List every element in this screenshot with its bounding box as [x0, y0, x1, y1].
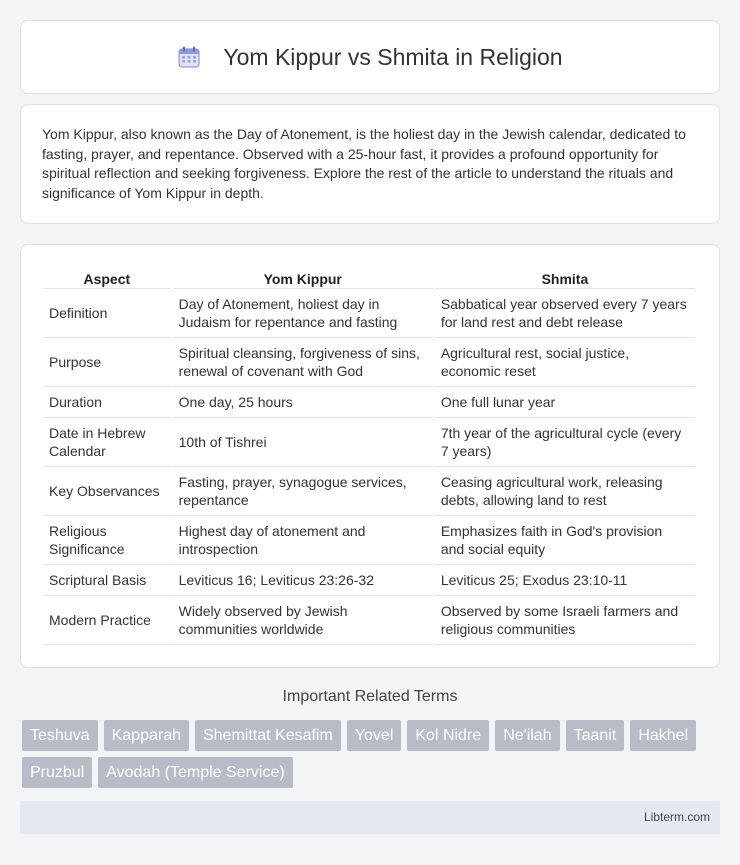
shmita-cell: Agricultural rest, social justice, economic reset [435, 338, 695, 387]
term-tag[interactable]: Hakhel [630, 720, 696, 751]
term-tag[interactable]: Pruzbul [22, 757, 92, 788]
comparison-table-card [20, 244, 720, 668]
comparison-table [41, 267, 697, 645]
yom-kippur-cell: Highest day of atonement and introspection [173, 516, 433, 565]
term-tag[interactable]: Teshuva [22, 720, 98, 751]
header-shmita: Shmita [435, 267, 695, 289]
table-header-row [43, 267, 695, 289]
yom-kippur-cell: One day, 25 hours [173, 387, 433, 418]
header-aspect: Aspect [43, 267, 171, 289]
intro-card [20, 104, 720, 224]
aspect-cell: Definition [43, 289, 171, 338]
term-tag[interactable]: Kol Nidre [407, 720, 489, 751]
term-tag[interactable]: Kapparah [104, 720, 189, 751]
yom-kippur-cell: Spiritual cleansing, forgiveness of sins, renewal of covenant with God [173, 338, 433, 387]
footer [20, 801, 720, 834]
shmita-cell: Ceasing agricultural work, releasing debts, allowing land to rest [435, 467, 695, 516]
term-tag[interactable]: Yovel [347, 720, 402, 751]
table-row [43, 596, 695, 645]
aspect-cell: Date in Hebrew Calendar [43, 418, 171, 467]
aspect-cell: Duration [43, 387, 171, 418]
table-row [43, 289, 695, 338]
table-row [43, 565, 695, 596]
table-row [43, 516, 695, 565]
table-row [43, 418, 695, 467]
yom-kippur-cell: Day of Atonement, holiest day in Judaism for repentance and fasting [173, 289, 433, 338]
yom-kippur-cell: Widely observed by Jewish communities worldwide [173, 596, 433, 645]
aspect-cell: Key Observances [43, 467, 171, 516]
header-card [20, 20, 720, 94]
term-tag[interactable]: Shemittat Kesafim [195, 720, 341, 751]
shmita-cell: Observed by some Israeli farmers and religious communities [435, 596, 695, 645]
table-row [43, 387, 695, 418]
yom-kippur-cell: Leviticus 16; Leviticus 23:26-32 [173, 565, 433, 596]
calendar-icon [177, 45, 201, 69]
table-row [43, 338, 695, 387]
aspect-cell: Purpose [43, 338, 171, 387]
aspect-cell: Scriptural Basis [43, 565, 171, 596]
term-tag[interactable]: Avodah (Temple Service) [98, 757, 292, 788]
aspect-cell: Modern Practice [43, 596, 171, 645]
table-row [43, 467, 695, 516]
page-title: Yom Kippur vs Shmita in Religion [223, 43, 563, 70]
header-yom-kippur: Yom Kippur [173, 267, 433, 289]
shmita-cell: One full lunar year [435, 387, 695, 418]
aspect-cell: Religious Significance [43, 516, 171, 565]
related-terms-list [22, 720, 722, 788]
yom-kippur-cell: Fasting, prayer, synagogue services, repentance [173, 467, 433, 516]
shmita-cell: 7th year of the agricultural cycle (every 7 years) [435, 418, 695, 467]
yom-kippur-cell: 10th of Tishrei [173, 418, 433, 467]
related-terms-title: Important Related Terms [282, 688, 458, 705]
intro-text: Yom Kippur, also known as the Day of Atonement, is the holiest day in the Jewish calendar, dedicated to fasting, prayer, and repentance. Observed with a 25-hour fast, it provides a profound opportunity for spiritual reflection and seeking forgiveness. Explore the rest of the article to understand the rituals and significance of Yom Kippur in depth. [42, 126, 686, 201]
shmita-cell: Leviticus 25; Exodus 23:10-11 [435, 565, 695, 596]
term-tag[interactable]: Taanit [566, 720, 625, 751]
footer-site-link[interactable]: Libterm.com [643, 810, 710, 824]
shmita-cell: Sabbatical year observed every 7 years for land rest and debt release [435, 289, 695, 338]
shmita-cell: Emphasizes faith in God's provision and social equity [435, 516, 695, 565]
term-tag[interactable]: Ne'ilah [495, 720, 559, 751]
